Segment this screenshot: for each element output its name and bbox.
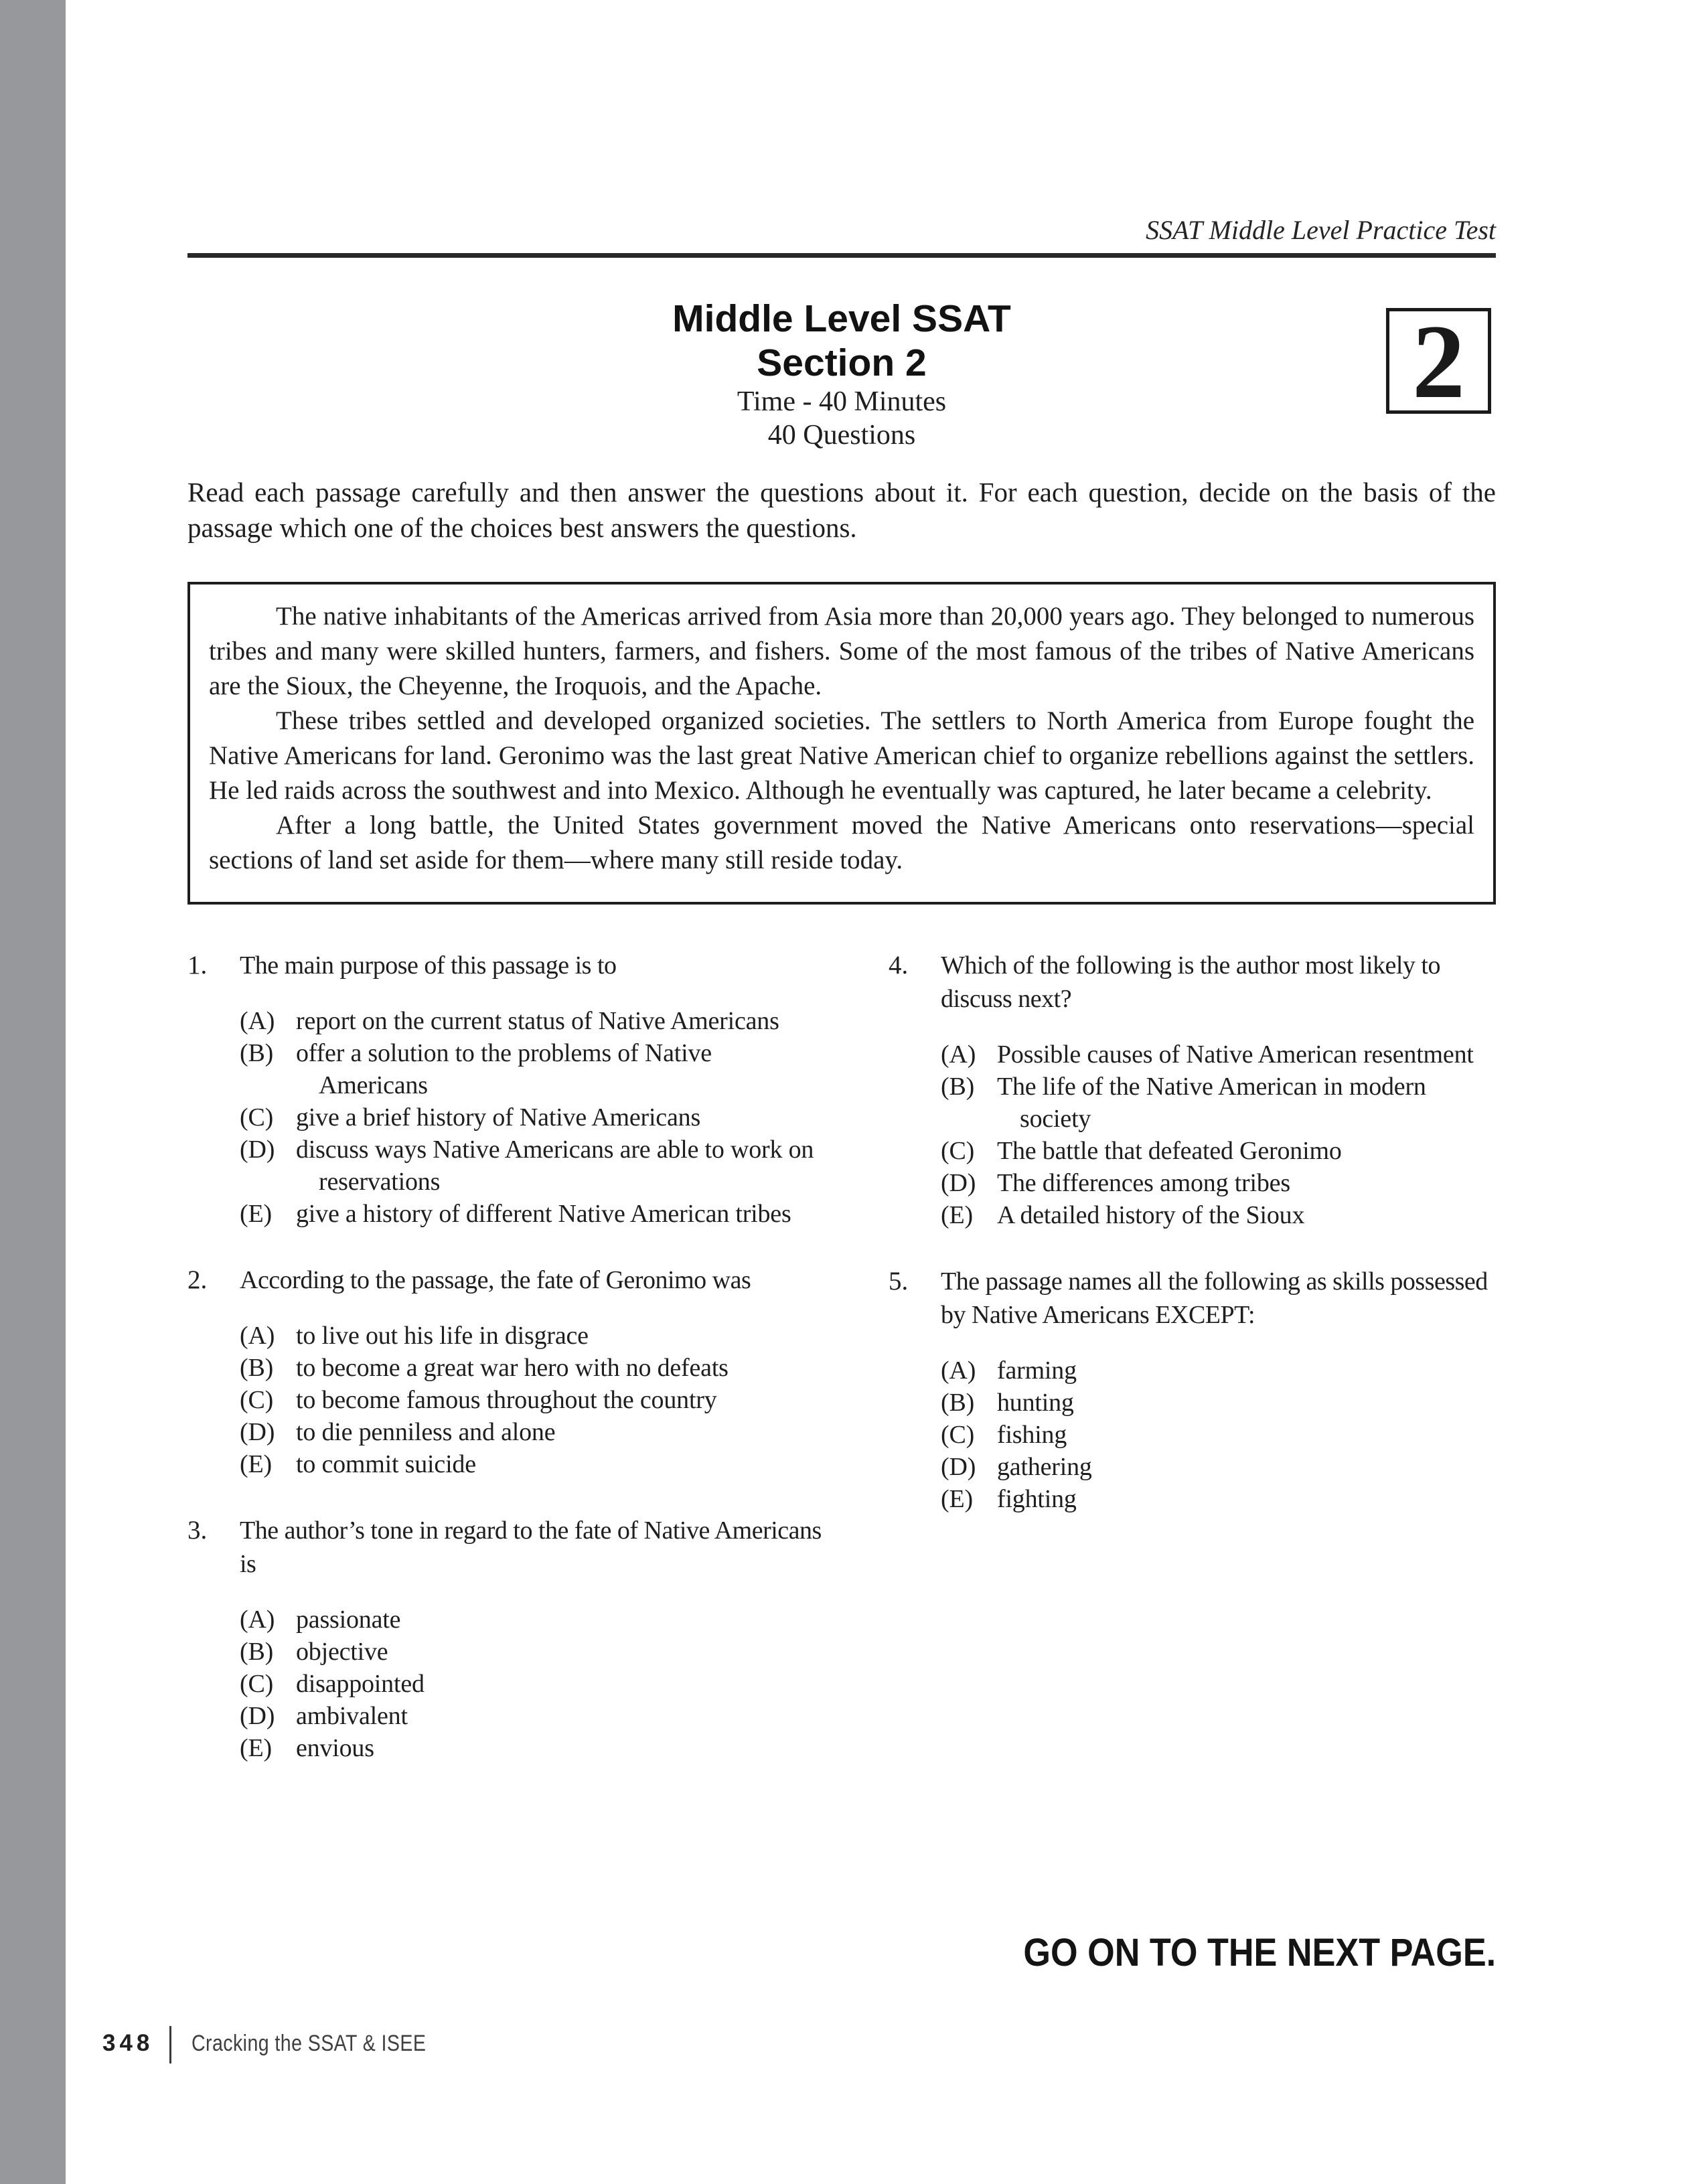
choice-letter: (A) — [240, 1322, 275, 1350]
answer-choice — [240, 1101, 824, 1134]
question-text: The passage names all the following as skills possessed by Native Americans EXCEPT: — [941, 1267, 1488, 1329]
go-on-notice: GO ON TO THE NEXT PAGE. — [1023, 1931, 1496, 1974]
choice-text: The life of the Native American in modern society — [997, 1073, 1426, 1133]
passage-paragraph: After a long battle, the United States government moved the Native Americans onto reservations—special sections of land set aside for them—where many still reside today. — [209, 811, 1474, 874]
choice-text: passionate — [296, 1606, 401, 1634]
answer-choice — [240, 1700, 824, 1732]
question-item — [889, 949, 1496, 1231]
footer-divider — [169, 2026, 171, 2063]
question-body — [941, 949, 1496, 1231]
choice-text: to die penniless and alone — [296, 1418, 556, 1446]
choice-letter: (C) — [240, 1103, 274, 1132]
choice-text: envious — [296, 1734, 374, 1762]
choice-letter: (B) — [941, 1389, 975, 1417]
question-body — [240, 1514, 824, 1764]
choice-text: report on the current status of Native Americans — [296, 1007, 779, 1035]
answer-choice — [240, 1668, 824, 1700]
question-item — [187, 1263, 824, 1480]
choice-text: disappointed — [296, 1670, 425, 1698]
choice-letter: (E) — [240, 1200, 272, 1228]
choice-letter: (B) — [240, 1638, 274, 1666]
choice-letter: (E) — [240, 1450, 272, 1478]
question-item — [889, 1265, 1496, 1515]
choice-text: Possible causes of Native American resentment — [997, 1040, 1474, 1069]
question-number: 2. — [187, 1265, 208, 1294]
time-limit: Time - 40 Minutes — [737, 386, 947, 417]
choice-text: give a brief history of Native Americans — [296, 1103, 701, 1132]
choice-letter: (E) — [941, 1485, 973, 1513]
answer-choice — [240, 1604, 824, 1636]
choice-text: objective — [296, 1638, 388, 1666]
choice-text: The battle that defeated Geronimo — [997, 1137, 1342, 1165]
answer-choice — [941, 1419, 1496, 1451]
answer-choice — [240, 1037, 824, 1101]
reading-passage-box — [187, 582, 1496, 905]
choice-letter: (C) — [240, 1386, 274, 1414]
answer-choices — [941, 1038, 1496, 1231]
answer-choices — [240, 1005, 824, 1230]
question-number: 3. — [187, 1516, 208, 1545]
choice-text: give a history of different Native American tribes — [296, 1200, 791, 1228]
choice-letter: (C) — [941, 1137, 975, 1165]
choice-text: A detailed history of the Sioux — [997, 1201, 1305, 1229]
book-title: Cracking the SSAT & ISEE — [192, 2031, 427, 2056]
answer-choice — [941, 1483, 1496, 1515]
choice-letter: (D) — [240, 1418, 275, 1446]
choice-text: ambivalent — [296, 1702, 408, 1730]
section-instructions: Read each passage carefully and then answer the questions about it. For each question, decide on the basis of the passage which one of the choices best answers the questions. — [187, 477, 1496, 543]
question-text: According to the passage, the fate of Geronimo was — [240, 1266, 751, 1294]
choice-letter: (A) — [941, 1040, 976, 1069]
choice-letter: (B) — [941, 1073, 975, 1101]
answer-choice — [240, 1134, 824, 1198]
answer-choice — [941, 1451, 1496, 1483]
choice-text: gathering — [997, 1453, 1092, 1481]
question-number: 5. — [889, 1267, 909, 1296]
answer-choice — [240, 1416, 824, 1448]
answer-choice — [240, 1636, 824, 1668]
answer-choices — [941, 1354, 1496, 1515]
choice-text: discuss ways Native Americans are able to work on reservations — [296, 1136, 814, 1196]
left-margin-bar — [0, 0, 66, 2184]
choice-letter: (B) — [240, 1039, 274, 1067]
choice-text: farming — [997, 1356, 1077, 1385]
choice-letter: (D) — [240, 1702, 275, 1730]
answer-choice — [240, 1198, 824, 1230]
answer-choice — [941, 1354, 1496, 1387]
choice-letter: (B) — [240, 1354, 274, 1382]
answer-choice — [941, 1387, 1496, 1419]
questions-area — [187, 949, 1496, 1798]
choice-letter: (D) — [240, 1136, 275, 1164]
answer-choice — [941, 1135, 1496, 1167]
question-body — [941, 1265, 1496, 1515]
choice-letter: (C) — [240, 1670, 274, 1698]
question-text: Which of the following is the author most likely to discuss next? — [941, 951, 1440, 1013]
answer-choice — [240, 1732, 824, 1764]
choice-text: to become a great war hero with no defeats — [296, 1354, 729, 1382]
choice-text: to commit suicide — [296, 1450, 476, 1478]
page-content — [187, 0, 1496, 1798]
question-body — [240, 949, 824, 1230]
page-title: Middle Level SSAT — [672, 297, 1011, 340]
running-head: SSAT Middle Level Practice Test — [1146, 215, 1496, 245]
choice-text: to become famous throughout the country — [296, 1386, 717, 1414]
answer-choice — [240, 1448, 824, 1480]
question-body — [240, 1263, 824, 1480]
choice-letter: (A) — [941, 1356, 976, 1385]
choice-letter: (E) — [941, 1201, 973, 1229]
passage-paragraph: The native inhabitants of the Americas arrived from Asia more than 20,000 years ago. They belonged to numerous tribes and many were skilled hunters, farmers, and fishers. Some of the most famous of the tribes of Native Americans are the Sioux, the Cheyenne, the Iroquois, and the Apache. — [209, 602, 1474, 700]
section-number-box — [1386, 303, 1491, 420]
page-number: 348 — [102, 2030, 154, 2056]
question-item — [187, 1514, 824, 1764]
question-text: The main purpose of this passage is to — [240, 951, 617, 980]
question-item — [187, 949, 824, 1230]
choice-letter: (C) — [941, 1421, 975, 1449]
question-number: 1. — [187, 951, 208, 980]
title-block — [187, 297, 1496, 452]
header-rule — [187, 253, 1496, 258]
choice-text: offer a solution to the problems of Native Americans — [296, 1039, 712, 1099]
choice-text: fighting — [997, 1485, 1077, 1513]
choice-text: fishing — [997, 1421, 1067, 1449]
page-footer — [102, 2026, 471, 2063]
answer-choice — [240, 1320, 824, 1352]
choice-text: hunting — [997, 1389, 1074, 1417]
questions-column-left — [187, 949, 824, 1798]
answer-choice — [240, 1352, 824, 1384]
answer-choice — [941, 1071, 1496, 1135]
choice-letter: (D) — [941, 1453, 976, 1481]
answer-choice — [941, 1167, 1496, 1199]
passage-paragraph: These tribes settled and developed organized societies. The settlers to North America from Europe fought the Native Americans for land. Geronimo was the last great Native American chief to organize rebellions against the settlers. He led raids across the southwest and into Mexico. Although he eventually was captured, he later became a celebrity. — [209, 706, 1474, 805]
section-number: 2 — [1412, 303, 1465, 420]
answer-choice — [941, 1038, 1496, 1071]
choice-letter: (E) — [240, 1734, 272, 1762]
section-title: Section 2 — [757, 341, 927, 384]
question-count: 40 Questions — [767, 420, 916, 451]
answer-choices — [240, 1604, 824, 1764]
choice-text: The differences among tribes — [997, 1169, 1290, 1197]
answer-choice — [941, 1199, 1496, 1231]
questions-column-right — [889, 949, 1496, 1798]
question-number: 4. — [889, 951, 909, 980]
answer-choice — [240, 1005, 824, 1037]
answer-choice — [240, 1384, 824, 1416]
choice-letter: (D) — [941, 1169, 976, 1197]
question-text: The author’s tone in regard to the fate of Native Americans is — [240, 1516, 822, 1578]
choice-letter: (A) — [240, 1007, 275, 1035]
answer-choices — [240, 1320, 824, 1480]
choice-text: to live out his life in disgrace — [296, 1322, 589, 1350]
choice-letter: (A) — [240, 1606, 275, 1634]
